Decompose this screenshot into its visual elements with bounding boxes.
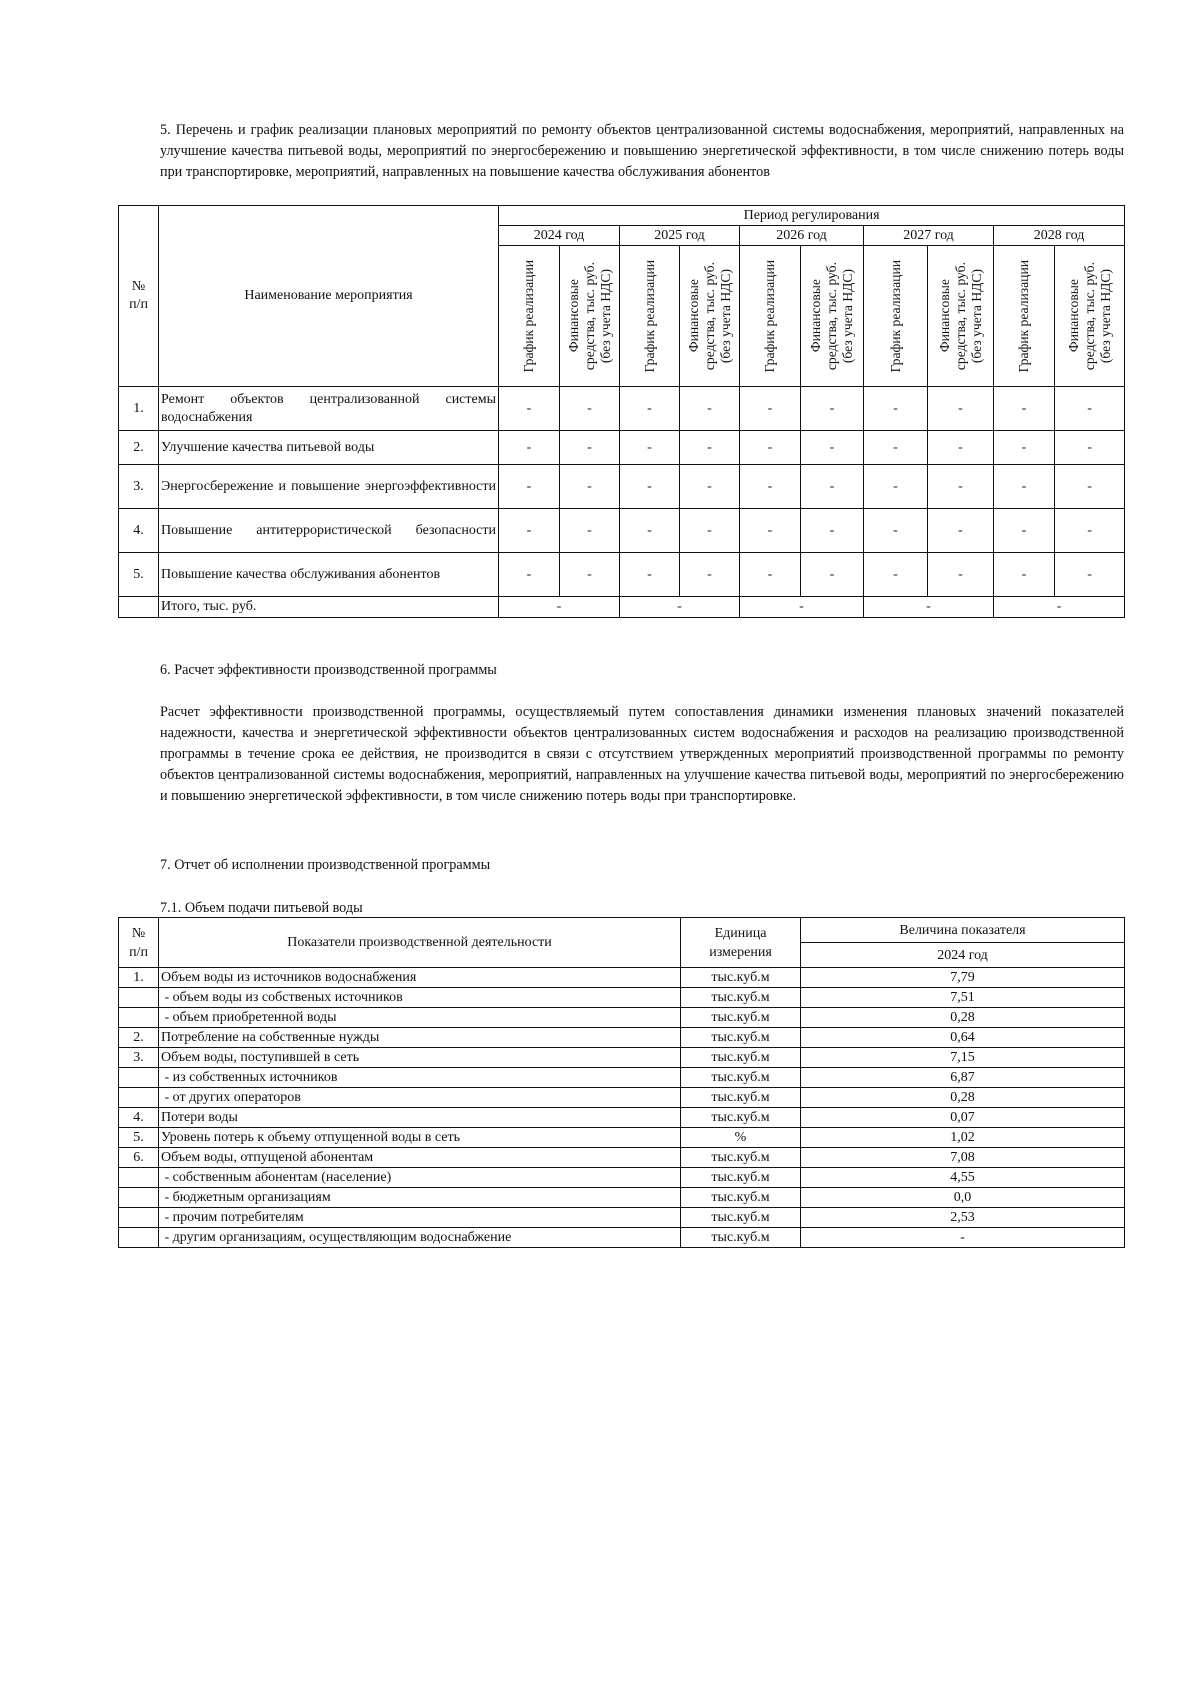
- activity-value: -: [994, 509, 1055, 553]
- indicator-value: 2,53: [801, 1208, 1125, 1228]
- activity-value: -: [864, 553, 928, 597]
- indicator-name: - бюджетным организациям: [159, 1188, 681, 1208]
- total-value: -: [864, 597, 994, 618]
- unit: тыс.куб.м: [681, 988, 801, 1008]
- row-number: [119, 988, 159, 1008]
- indicator-value: 4,55: [801, 1168, 1125, 1188]
- activity-row: [119, 431, 1125, 465]
- indicator-name: - прочим потребителям: [159, 1208, 681, 1228]
- activity-value: -: [680, 553, 740, 597]
- activity-value: -: [994, 431, 1055, 465]
- indicator-name: - другим организациям, осуществляющим водоснабжение: [159, 1228, 681, 1248]
- year-header: 2025 год: [620, 226, 740, 246]
- activity-name: Повышение антитеррористической безопасности: [159, 509, 499, 553]
- indicator-value: 0,0: [801, 1188, 1125, 1208]
- activity-value: -: [864, 431, 928, 465]
- activity-value: -: [740, 509, 801, 553]
- row-number: [119, 1188, 159, 1208]
- activities-table: [118, 205, 1125, 618]
- num-header: № п/п: [119, 918, 159, 968]
- finance-subheader: Финансовые средства, тыс. руб. (без учета НДС): [928, 246, 994, 387]
- activity-value: -: [560, 465, 620, 509]
- indicator-value: -: [801, 1228, 1125, 1248]
- indicator-row: [119, 1088, 1125, 1108]
- activity-value: -: [801, 387, 864, 431]
- indicator-value: 7,15: [801, 1048, 1125, 1068]
- activity-value: -: [560, 509, 620, 553]
- schedule-subheader: График реализации: [994, 246, 1055, 387]
- activity-value: -: [928, 465, 994, 509]
- activity-row: [119, 387, 1125, 431]
- section7-subheading: 7.1. Объем подачи питьевой воды: [160, 900, 363, 916]
- num-header: № п/п: [119, 206, 159, 387]
- activity-name: Ремонт объектов централизованной системы водоснабжения: [159, 387, 499, 431]
- row-number: 5.: [119, 553, 159, 597]
- indicator-row: [119, 1048, 1125, 1068]
- activity-value: -: [801, 509, 864, 553]
- activity-value: -: [620, 553, 680, 597]
- row-number: 3.: [119, 1048, 159, 1068]
- unit: тыс.куб.м: [681, 1148, 801, 1168]
- activity-value: -: [740, 387, 801, 431]
- unit: тыс.куб.м: [681, 1228, 801, 1248]
- row-number: 5.: [119, 1128, 159, 1148]
- section6-body: Расчет эффективности производственной программы, осуществляемый путем сопоставления динамики изменения плановых значений показателей надежности, качества и энергетической эффективности объектов централизованных систем водоснабжения и расходов на реализацию производственной программы в течение срока ее действия, не производится в связи с отсутствием утвержденных мероприятий производственной программы по ремонту объектов централизованной системы водоснабжения, мероприятий, направленных на улучшение качества питьевой воды, мероприятий по энергосбережению и повышению энергетической эффективности, в том числе снижению потерь воды при транспортировке.: [160, 704, 1124, 804]
- indicator-row: [119, 968, 1125, 988]
- activity-value: -: [740, 431, 801, 465]
- indicator-value: 7,79: [801, 968, 1125, 988]
- indicator-name: - объем приобретенной воды: [159, 1008, 681, 1028]
- activity-value: -: [1055, 553, 1125, 597]
- total-value: -: [620, 597, 740, 618]
- unit: %: [681, 1128, 801, 1148]
- indicator-name: Потребление на собственные нужды: [159, 1028, 681, 1048]
- indicator-name: - объем воды из собственых источников: [159, 988, 681, 1008]
- total-value: -: [499, 597, 620, 618]
- unit: тыс.куб.м: [681, 1008, 801, 1028]
- row-number: [119, 1168, 159, 1188]
- indicator-name: Уровень потерь к объему отпущенной воды в сеть: [159, 1128, 681, 1148]
- value-header: Величина показателя: [801, 918, 1125, 943]
- indicator-name: - из собственных источников: [159, 1068, 681, 1088]
- row-number: 6.: [119, 1148, 159, 1168]
- activity-value: -: [499, 387, 560, 431]
- row-number: 2.: [119, 431, 159, 465]
- water-supply-table: [118, 917, 1125, 1248]
- activity-value: -: [928, 509, 994, 553]
- indicator-row: [119, 1028, 1125, 1048]
- activity-value: -: [560, 431, 620, 465]
- activity-value: -: [680, 509, 740, 553]
- unit: тыс.куб.м: [681, 1088, 801, 1108]
- indicator-value: 7,08: [801, 1148, 1125, 1168]
- row-number: 3.: [119, 465, 159, 509]
- indicator-row: [119, 1108, 1125, 1128]
- indicator-value: 1,02: [801, 1128, 1125, 1148]
- year-header: 2028 год: [994, 226, 1125, 246]
- row-number: 1.: [119, 968, 159, 988]
- schedule-subheader: График реализации: [499, 246, 560, 387]
- indicator-row: [119, 1168, 1125, 1188]
- activity-value: -: [994, 553, 1055, 597]
- indicator-name: Объем воды, отпущеной абонентам: [159, 1148, 681, 1168]
- activity-name: Улучшение качества питьевой воды: [159, 431, 499, 465]
- section6-heading: 6. Расчет эффективности производственной программы: [160, 662, 497, 678]
- activity-value: -: [864, 387, 928, 431]
- activity-value: -: [864, 465, 928, 509]
- indicator-name: Объем воды из источников водоснабжения: [159, 968, 681, 988]
- activity-value: -: [680, 465, 740, 509]
- section7-heading: 7. Отчет об исполнении производственной программы: [160, 857, 491, 873]
- activity-row: [119, 553, 1125, 597]
- indicator-name: Объем воды, поступившей в сеть: [159, 1048, 681, 1068]
- schedule-subheader: График реализации: [740, 246, 801, 387]
- indicator-row: [119, 1148, 1125, 1168]
- finance-subheader: Финансовые средства, тыс. руб. (без учета НДС): [560, 246, 620, 387]
- indicator-name: - от других операторов: [159, 1088, 681, 1108]
- indicator-value: 6,87: [801, 1068, 1125, 1088]
- activity-value: -: [994, 387, 1055, 431]
- unit: тыс.куб.м: [681, 1048, 801, 1068]
- indicator-row: [119, 1228, 1125, 1248]
- row-number: [119, 1068, 159, 1088]
- schedule-subheader: График реализации: [620, 246, 680, 387]
- activity-value: -: [680, 387, 740, 431]
- row-number: 1.: [119, 387, 159, 431]
- unit: тыс.куб.м: [681, 1108, 801, 1128]
- activity-value: -: [928, 431, 994, 465]
- indicator-name: - собственным абонентам (население): [159, 1168, 681, 1188]
- unit: тыс.куб.м: [681, 1068, 801, 1088]
- activity-row: [119, 509, 1125, 553]
- activity-value: -: [740, 465, 801, 509]
- activity-value: -: [801, 465, 864, 509]
- schedule-subheader: График реализации: [864, 246, 928, 387]
- activity-value: -: [620, 431, 680, 465]
- finance-subheader: Финансовые средства, тыс. руб. (без учета НДС): [680, 246, 740, 387]
- finance-subheader: Финансовые средства, тыс. руб. (без учета НДС): [801, 246, 864, 387]
- indicator-name: Потери воды: [159, 1108, 681, 1128]
- indicator-value: 0,28: [801, 1008, 1125, 1028]
- row-number: [119, 1208, 159, 1228]
- indicator-row: [119, 988, 1125, 1008]
- section5-heading: 5. Перечень и график реализации плановых мероприятий по ремонту объектов централизованной системы водоснабжения, мероприятий, направленных на улучшение качества питьевой воды, мероприятий по энергосбережению и повышению энергетической эффективности, в том числе снижению потерь воды при транспортировке, мероприятий, направленных на повышение качества обслуживания абонентов: [160, 122, 1124, 180]
- activity-value: -: [560, 553, 620, 597]
- unit: тыс.куб.м: [681, 968, 801, 988]
- activity-value: -: [560, 387, 620, 431]
- total-value: -: [740, 597, 864, 618]
- activity-value: -: [1055, 509, 1125, 553]
- row-number: 4.: [119, 509, 159, 553]
- unit: тыс.куб.м: [681, 1208, 801, 1228]
- indicator-row: [119, 1188, 1125, 1208]
- indicator-value: 0,07: [801, 1108, 1125, 1128]
- activity-value: -: [499, 431, 560, 465]
- activity-value: -: [620, 465, 680, 509]
- activity-value: -: [1055, 431, 1125, 465]
- activity-value: -: [499, 465, 560, 509]
- activity-value: -: [801, 553, 864, 597]
- activity-value: -: [499, 553, 560, 597]
- indicator-value: 0,64: [801, 1028, 1125, 1048]
- activity-value: -: [864, 509, 928, 553]
- activity-name-header: Наименование мероприятия: [159, 206, 499, 387]
- activity-value: -: [994, 465, 1055, 509]
- row-number: [119, 1088, 159, 1108]
- activity-value: -: [680, 431, 740, 465]
- activity-value: -: [499, 509, 560, 553]
- total-value: -: [994, 597, 1125, 618]
- activity-value: -: [928, 553, 994, 597]
- row-number: 2.: [119, 1028, 159, 1048]
- indicator-header: Показатели производственной деятельности: [159, 918, 681, 968]
- row-number: [119, 1008, 159, 1028]
- activity-name: Энергосбережение и повышение энергоэффективности: [159, 465, 499, 509]
- activity-value: -: [928, 387, 994, 431]
- indicator-value: 0,28: [801, 1088, 1125, 1108]
- row-number: [119, 1228, 159, 1248]
- year-header: 2024 год: [801, 943, 1125, 968]
- indicator-value: 7,51: [801, 988, 1125, 1008]
- activity-value: -: [740, 553, 801, 597]
- total-row: [119, 597, 1125, 618]
- activity-value: -: [620, 509, 680, 553]
- activity-value: -: [1055, 465, 1125, 509]
- indicator-row: [119, 1128, 1125, 1148]
- finance-subheader: Финансовые средства, тыс. руб. (без учета НДС): [1055, 246, 1125, 387]
- year-header: 2026 год: [740, 226, 864, 246]
- activity-value: -: [620, 387, 680, 431]
- year-header: 2024 год: [499, 226, 620, 246]
- total-label: Итого, тыс. руб.: [159, 597, 499, 618]
- activity-value: -: [1055, 387, 1125, 431]
- period-header: Период регулирования: [499, 206, 1125, 226]
- year-header: 2027 год: [864, 226, 994, 246]
- unit: тыс.куб.м: [681, 1188, 801, 1208]
- unit: тыс.куб.м: [681, 1028, 801, 1048]
- indicator-row: [119, 1068, 1125, 1088]
- indicator-row: [119, 1208, 1125, 1228]
- indicator-row: [119, 1008, 1125, 1028]
- unit-header: Единица измерения: [681, 918, 801, 968]
- unit: тыс.куб.м: [681, 1168, 801, 1188]
- activity-value: -: [801, 431, 864, 465]
- row-number: 4.: [119, 1108, 159, 1128]
- activity-row: [119, 465, 1125, 509]
- activity-name: Повышение качества обслуживания абонентов: [159, 553, 499, 597]
